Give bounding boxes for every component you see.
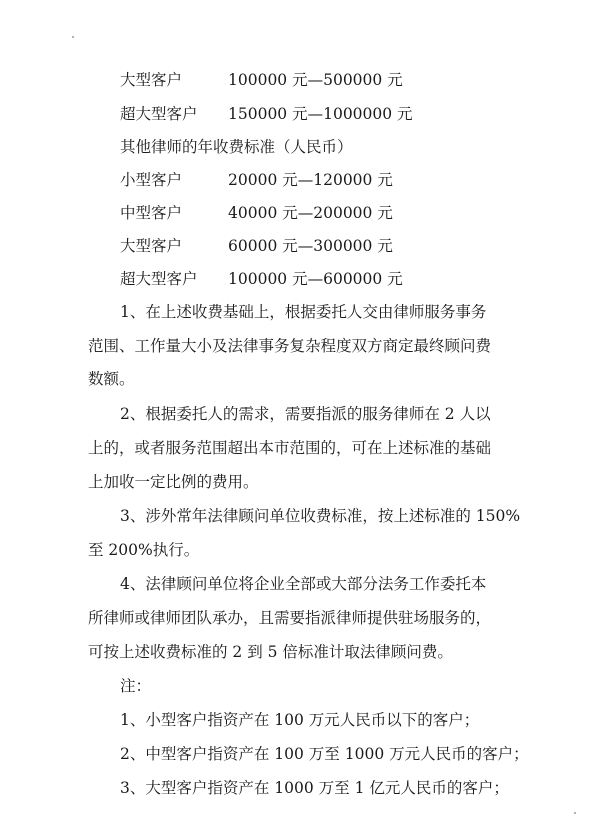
fee-row-range: 150000 元—1000000 元 — [228, 105, 413, 123]
paragraph-2-line-2: 上的，或者服务范围超出本市范围的，可在上述标准的基础 — [88, 439, 492, 457]
paragraph-4-line-2: 所律师或律师团队承办，且需要指派律师提供驻场服务的， — [88, 609, 492, 627]
paragraph-2-line-3: 上加收一定比例的费用。 — [88, 473, 259, 491]
fee-row-range: 100000 元—500000 元 — [228, 71, 403, 89]
fee-row-label: 超大型客户 — [120, 105, 198, 123]
paragraph-4-line-3: 可按上述收费标准的 2 到 5 倍标准计取法律顾问费。 — [88, 643, 453, 661]
fee-row-label: 中型客户 — [120, 204, 183, 222]
note-1: 1、小型客户指资产在 100 万元人民币以下的客户； — [120, 711, 480, 729]
fee-row-range: 100000 元—600000 元 — [228, 270, 403, 288]
note-2: 2、中型客户指资产在 100 万至 1000 万元人民币的客户； — [120, 745, 529, 763]
fee-row-range: 40000 元—200000 元 — [228, 204, 393, 222]
fee-row-range: 60000 元—300000 元 — [228, 237, 393, 255]
fee-row-label: 超大型客户 — [120, 270, 198, 288]
fee-row-range: 20000 元—120000 元 — [228, 171, 393, 189]
note-3: 3、大型客户指资产在 1000 万至 1 亿元人民币的客户； — [120, 779, 509, 797]
scan-speck — [574, 812, 576, 814]
paragraph-4-line-1: 4、法律顾问单位将企业全部或大部分法务工作委托本 — [120, 575, 487, 593]
paragraph-1-line-1: 1、在上述收费基础上，根据委托人交由律师服务事务 — [120, 303, 487, 321]
notes-heading: 注： — [120, 677, 152, 695]
fee-row-label: 小型客户 — [120, 171, 183, 189]
other-fee-heading: 其他律师的年收费标准（人民币） — [120, 138, 353, 156]
scan-speck — [72, 36, 74, 38]
paragraph-1-line-2: 范围、工作量大小及法律事务复杂程度双方商定最终顾问费 — [88, 337, 492, 355]
fee-row-label: 大型客户 — [120, 237, 183, 255]
paragraph-3-line-1: 3、涉外常年法律顾问单位收费标准，按上述标准的 150% — [120, 507, 521, 525]
paragraph-2-line-1: 2、根据委托人的需求，需要指派的服务律师在 2 人以 — [120, 405, 491, 423]
paragraph-3-line-2: 至 200%执行。 — [88, 541, 200, 559]
paragraph-1-line-3: 数额。 — [88, 370, 135, 388]
fee-row-label: 大型客户 — [120, 71, 183, 89]
